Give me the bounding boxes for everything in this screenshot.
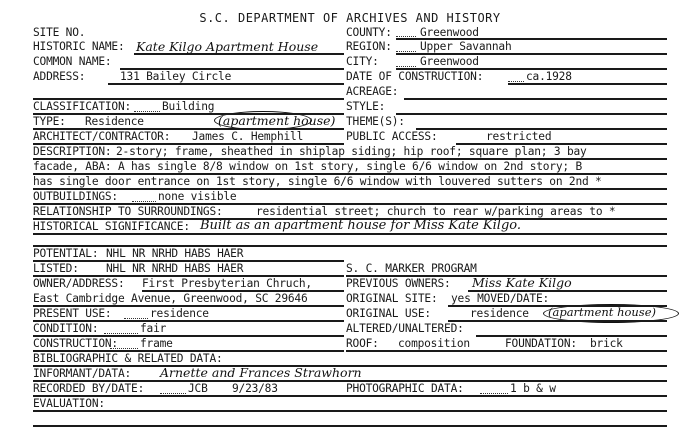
label-evaluation: EVALUATION: bbox=[33, 397, 105, 410]
label-roof: ROOF: bbox=[346, 337, 379, 350]
label-type: TYPE: bbox=[33, 115, 66, 128]
label-site-no: SITE NO. bbox=[33, 26, 86, 39]
value-type: Residence bbox=[85, 115, 144, 128]
value-construction: frame bbox=[140, 337, 173, 350]
handwritten-previous-owners: Miss Kate Kilgo bbox=[472, 275, 572, 290]
label-architect: ARCHITECT/CONTRACTOR: bbox=[33, 130, 171, 143]
label-style: STYLE: bbox=[346, 100, 386, 113]
value-city: Greenwood bbox=[420, 55, 479, 68]
value-region: Upper Savannah bbox=[420, 40, 512, 53]
label-owner: OWNER/ADDRESS: bbox=[33, 277, 125, 290]
value-owner-line2: East Cambridge Avenue, Greenwood, SC 29646 bbox=[33, 292, 308, 305]
value-original-site: yes MOVED/DATE: bbox=[451, 292, 550, 305]
value-architect: James C. Hemphill bbox=[192, 130, 304, 143]
label-address: ADDRESS: bbox=[33, 70, 86, 83]
label-recorded: RECORDED BY/DATE: bbox=[33, 382, 145, 395]
label-potential: POTENTIAL: bbox=[33, 247, 99, 260]
handwritten-type-note: (apartment house) bbox=[218, 113, 336, 128]
label-foundation: FOUNDATION: bbox=[505, 337, 577, 350]
label-altered: ALTERED/UNALTERED: bbox=[346, 322, 464, 335]
label-historic-name: HISTORIC NAME: bbox=[33, 40, 125, 53]
label-previous-owners: PREVIOUS OWNERS: bbox=[346, 277, 451, 290]
label-photographic: PHOTOGRAPHIC DATA: bbox=[346, 382, 464, 395]
label-county: COUNTY: bbox=[346, 26, 392, 39]
label-common-name: COMMON NAME: bbox=[33, 55, 112, 68]
value-roof: composition bbox=[398, 337, 470, 350]
value-condition: fair bbox=[140, 322, 167, 335]
label-date-construction: DATE OF CONSTRUCTION: bbox=[346, 70, 484, 83]
value-address: 131 Bailey Circle bbox=[120, 70, 232, 83]
label-construction: CONSTRUCTION: bbox=[33, 337, 118, 350]
value-relationship: residential street; church to rear w/parking areas to * bbox=[256, 205, 616, 218]
label-city: CITY: bbox=[346, 55, 379, 68]
document-title: S.C. DEPARTMENT OF ARCHIVES AND HISTORY bbox=[199, 11, 501, 25]
value-outbuildings: none visible bbox=[158, 190, 237, 203]
label-acreage: ACREAGE: bbox=[346, 85, 399, 98]
label-bibliographic: BIBLIOGRAPHIC & RELATED DATA: bbox=[33, 352, 223, 365]
listed-designations: NHL NR NRHD HABS HAER bbox=[106, 262, 244, 275]
handwritten-significance: Built as an apartment house for Miss Kate Kilgo. bbox=[200, 218, 522, 233]
label-condition: CONDITION: bbox=[33, 322, 99, 335]
label-relationship: RELATIONSHIP TO SURROUNDINGS: bbox=[33, 205, 223, 218]
handwritten-original-use-note: (apartment house) bbox=[548, 305, 657, 319]
value-present-use: residence bbox=[150, 307, 209, 320]
label-significance: HISTORICAL SIGNIFICANCE: bbox=[33, 220, 190, 233]
value-foundation: brick bbox=[590, 337, 623, 350]
label-public-access: PUBLIC ACCESS: bbox=[346, 130, 438, 143]
label-marker-program: S. C. MARKER PROGRAM bbox=[346, 262, 477, 275]
value-recorded-date: 9/23/83 bbox=[232, 382, 278, 395]
value-description-line1: 2-story; frame, sheathed in shiplap siding; hip roof; square plan; 3 bay bbox=[116, 145, 587, 158]
handwritten-informant: Arnette and Frances Strawhorn bbox=[160, 365, 362, 380]
label-original-site: ORIGINAL SITE: bbox=[346, 292, 438, 305]
label-informant: INFORMANT/DATA: bbox=[33, 367, 132, 380]
handwritten-historic-name: Kate Kilgo Apartment House bbox=[136, 39, 319, 54]
label-present-use: PRESENT USE: bbox=[33, 307, 112, 320]
value-public-access: restricted bbox=[486, 130, 552, 143]
value-county: Greenwood bbox=[420, 26, 479, 39]
label-theme: THEME(S): bbox=[346, 115, 405, 128]
label-classification: CLASSIFICATION: bbox=[33, 100, 132, 113]
value-owner-line1: First Presbyterian Chruch, bbox=[142, 277, 312, 290]
label-region: REGION: bbox=[346, 40, 392, 53]
value-recorded-by: JCB bbox=[188, 382, 208, 395]
value-photographic: 1 b & w bbox=[510, 382, 556, 395]
label-description: DESCRIPTION: bbox=[33, 145, 112, 158]
value-description-line3: has single door entrance on 1st story, single 6/6 window with louvered sutters on 2nd * bbox=[33, 175, 602, 188]
value-description-line2: facade, ABA: A has single 8/8 window on 1st story, single 6/6 window on 2nd story; B bbox=[33, 160, 582, 173]
label-original-use: ORIGINAL USE: bbox=[346, 307, 431, 320]
value-classification: Building bbox=[162, 100, 215, 113]
value-date-construction: ca.1928 bbox=[526, 70, 572, 83]
value-original-use: residence bbox=[470, 307, 529, 320]
label-listed: LISTED: bbox=[33, 262, 79, 275]
potential-designations: NHL NR NRHD HABS HAER bbox=[106, 247, 244, 260]
label-outbuildings: OUTBUILDINGS: bbox=[33, 190, 118, 203]
